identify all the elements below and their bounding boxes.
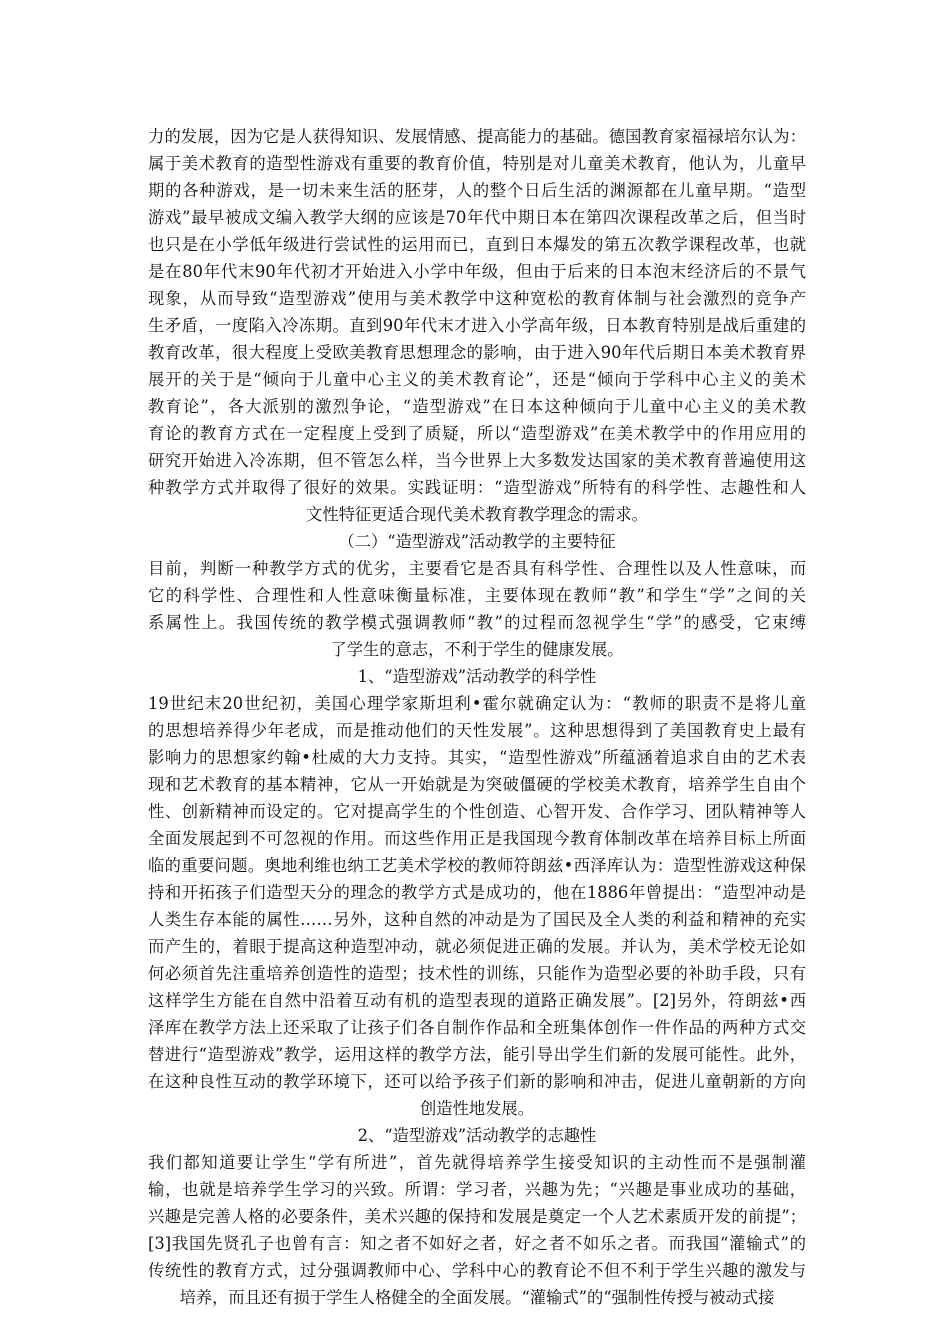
text-line: 全面发展起到不可忽视的作用。而这些作用正是我国现今教育体制改革在培养目标上所面 bbox=[148, 829, 806, 848]
text-line: 性、创新精神而设定的。它对提高学生的个性创造、心智开发、合作学习、团队精神等人 bbox=[148, 802, 806, 821]
text-line: 期的各种游戏，是一切未来生活的胚芽，人的整个日后生活的渊源都在儿童早期。“造型 bbox=[148, 181, 806, 200]
text-line: 影响力的思想家约翰•杜威的大力支持。其实，“造型性游戏”所蕴涵着追求自由的艺术表 bbox=[148, 748, 806, 767]
text-line: 生矛盾，一度陷入冷冻期。直到90年代末才进入小学高年级，日本教育特别是战后重建的 bbox=[148, 316, 806, 335]
text-line: 这样学生方能在自然中沿着互动有机的造型表现的道路正确发展”。[2]另外，符朗兹•西 bbox=[148, 991, 806, 1010]
text-line: 展开的关于是“倾向于儿童中心主义的美术教育论”，还是“倾向于学科中心主义的美术 bbox=[148, 370, 806, 389]
text-line: 力的发展，因为它是人获得知识、发展情感、提高能力的基础。德国教育家福禄培尔认为： bbox=[148, 127, 806, 146]
text-line: 是在80年代末90年代初才开始进入小学中年级，但由于后来的日本泡末经济后的不景气 bbox=[148, 262, 806, 281]
text-line: 它的科学性、合理性和人性意味衡量标准，主要体现在教师“教”和学生“学”之间的关 bbox=[148, 586, 806, 605]
text-line: 2、“造型游戏”活动教学的志趣性 bbox=[357, 1126, 597, 1145]
text-line: 输，也就是培养学生学习的兴致。所谓：学习者，兴趣为先；“兴趣是事业成功的基础， bbox=[148, 1180, 806, 1199]
text-line: 我们都知道要让学生“学有所进”，首先就得培养学生接受知识的主动性而不是强制灌 bbox=[148, 1153, 806, 1172]
text-line: 现和艺术教育的基本精神，它从一开始就是为突破僵硬的学校美术教育，培养学生自由个 bbox=[148, 775, 806, 794]
text-line: 研究开始进入冷冻期，但不管怎么样，当今世界上大多数发达国家的美术教育普遍使用这 bbox=[148, 451, 806, 470]
text-line: 现象，从而导致“造型游戏”使用与美术教学中这种宽松的教育体制与社会激烈的竞争产 bbox=[148, 289, 806, 308]
text-line: 教育论”，各大派别的激烈争论，“造型游戏”在日本这种倾向于儿童中心主义的美术教 bbox=[148, 397, 806, 416]
body-paragraph bbox=[148, 123, 806, 528]
body-paragraph bbox=[148, 690, 806, 1122]
text-line: 也只是在小学低年级进行尝试性的运用而已，直到日本爆发的第五次教学课程改革，也就 bbox=[148, 235, 806, 254]
text-line: （二）“造型游戏”活动教学的主要特征 bbox=[338, 532, 616, 551]
text-line: 系属性上。我国传统的教学模式强调教师“教”的过程而忽视学生“学”的感受，它束缚 bbox=[148, 613, 806, 632]
text-line: 育论的教育方式在一定程度上受到了质疑，所以“造型游戏”在美术教学中的作用应用的 bbox=[148, 424, 806, 443]
text-line: 教育改革，很大程度上受欧美教育思想理念的影响，由于进入90年代后期日本美术教育界 bbox=[148, 343, 806, 362]
text-line: 何必须首先注重培养创造性的造型；技术性的训练，只能作为造型必要的补助手段，只有 bbox=[148, 964, 806, 983]
text-line: 在这种良性互动的教学环境下，还可以给予孩子们新的影响和冲击，促进儿童朝新的方向 bbox=[148, 1072, 806, 1091]
text-line: 属于美术教育的造型性游戏有重要的教育价值，特别是对儿童美术教育，他认为，儿童早 bbox=[148, 154, 806, 173]
text-line: 兴趣是完善人格的必要条件，美术兴趣的保持和发展是奠定一个人艺术素质开发的前提”； bbox=[148, 1207, 806, 1226]
text-line: 创造性地发展。 bbox=[420, 1099, 534, 1118]
text-line: 1、“造型游戏”活动教学的科学性 bbox=[357, 667, 597, 686]
section-heading bbox=[148, 663, 806, 690]
text-line: 持和开拓孩子们造型天分的理念的教学方式是成功的，他在1886年曾提出：“造型冲动是 bbox=[148, 883, 806, 902]
body-paragraph bbox=[148, 1149, 806, 1311]
text-line: 的思想培养得少年老成，而是推动他们的天性发展”。这种思想得到了美国教育史上最有 bbox=[148, 721, 806, 740]
text-line: 了学生的意志，不利于学生的健康发展。 bbox=[330, 640, 624, 659]
section-heading bbox=[148, 1122, 806, 1149]
text-line: 人类生存本能的属性……另外，这种自然的冲动是为了国民及全人类的利益和精神的充实 bbox=[148, 910, 806, 929]
text-line: 泽库在教学方法上还采取了让孩子们各自制作作品和全班集体创作一件作品的两种方式交 bbox=[148, 1018, 806, 1037]
text-line: 临的重要问题。奥地利维也纳工艺美术学校的教师符朗兹•西泽库认为：造型性游戏这种保 bbox=[148, 856, 806, 875]
text-line: 培养，而且还有损于学生人格健全的全面发展。“灌输式”的“强制性传授与被动式接 bbox=[179, 1288, 775, 1307]
document-page bbox=[148, 123, 806, 1311]
text-line: 目前，判断一种教学方式的优劣，主要看它是否具有科学性、合理性以及人性意味，而 bbox=[148, 559, 806, 578]
section-heading bbox=[148, 528, 806, 555]
text-line: 文性特征更适合现代美术教育教学理念的需求。 bbox=[306, 505, 648, 524]
text-line: 传统性的教育方式，过分强调教师中心、学科中心的教育论不但不利于学生兴趣的激发与 bbox=[148, 1261, 806, 1280]
text-line: 替进行“造型游戏”教学，运用这样的教学方法，能引导出学生们新的发展可能性。此外， bbox=[148, 1045, 806, 1064]
body-paragraph bbox=[148, 555, 806, 663]
text-line: 种教学方式并取得了很好的效果。实践证明：“造型游戏”所特有的科学性、志趣性和人 bbox=[148, 478, 806, 497]
text-line: 游戏”最早被成文编入教学大纲的应该是70年代中期日本在第四次课程改革之后，但当时 bbox=[148, 208, 806, 227]
text-line: 而产生的，着眼于提高这种造型冲动，就必须促进正确的发展。并认为，美术学校无论如 bbox=[148, 937, 806, 956]
text-line: 19世纪末20世纪初，美国心理学家斯坦利•霍尔就确定认为：“教师的职责不是将儿童 bbox=[148, 694, 806, 713]
text-line: [3]我国先贤孔子也曾有言：知之者不如好之者，好之者不如乐之者。而我国“灌输式”的 bbox=[148, 1234, 806, 1253]
